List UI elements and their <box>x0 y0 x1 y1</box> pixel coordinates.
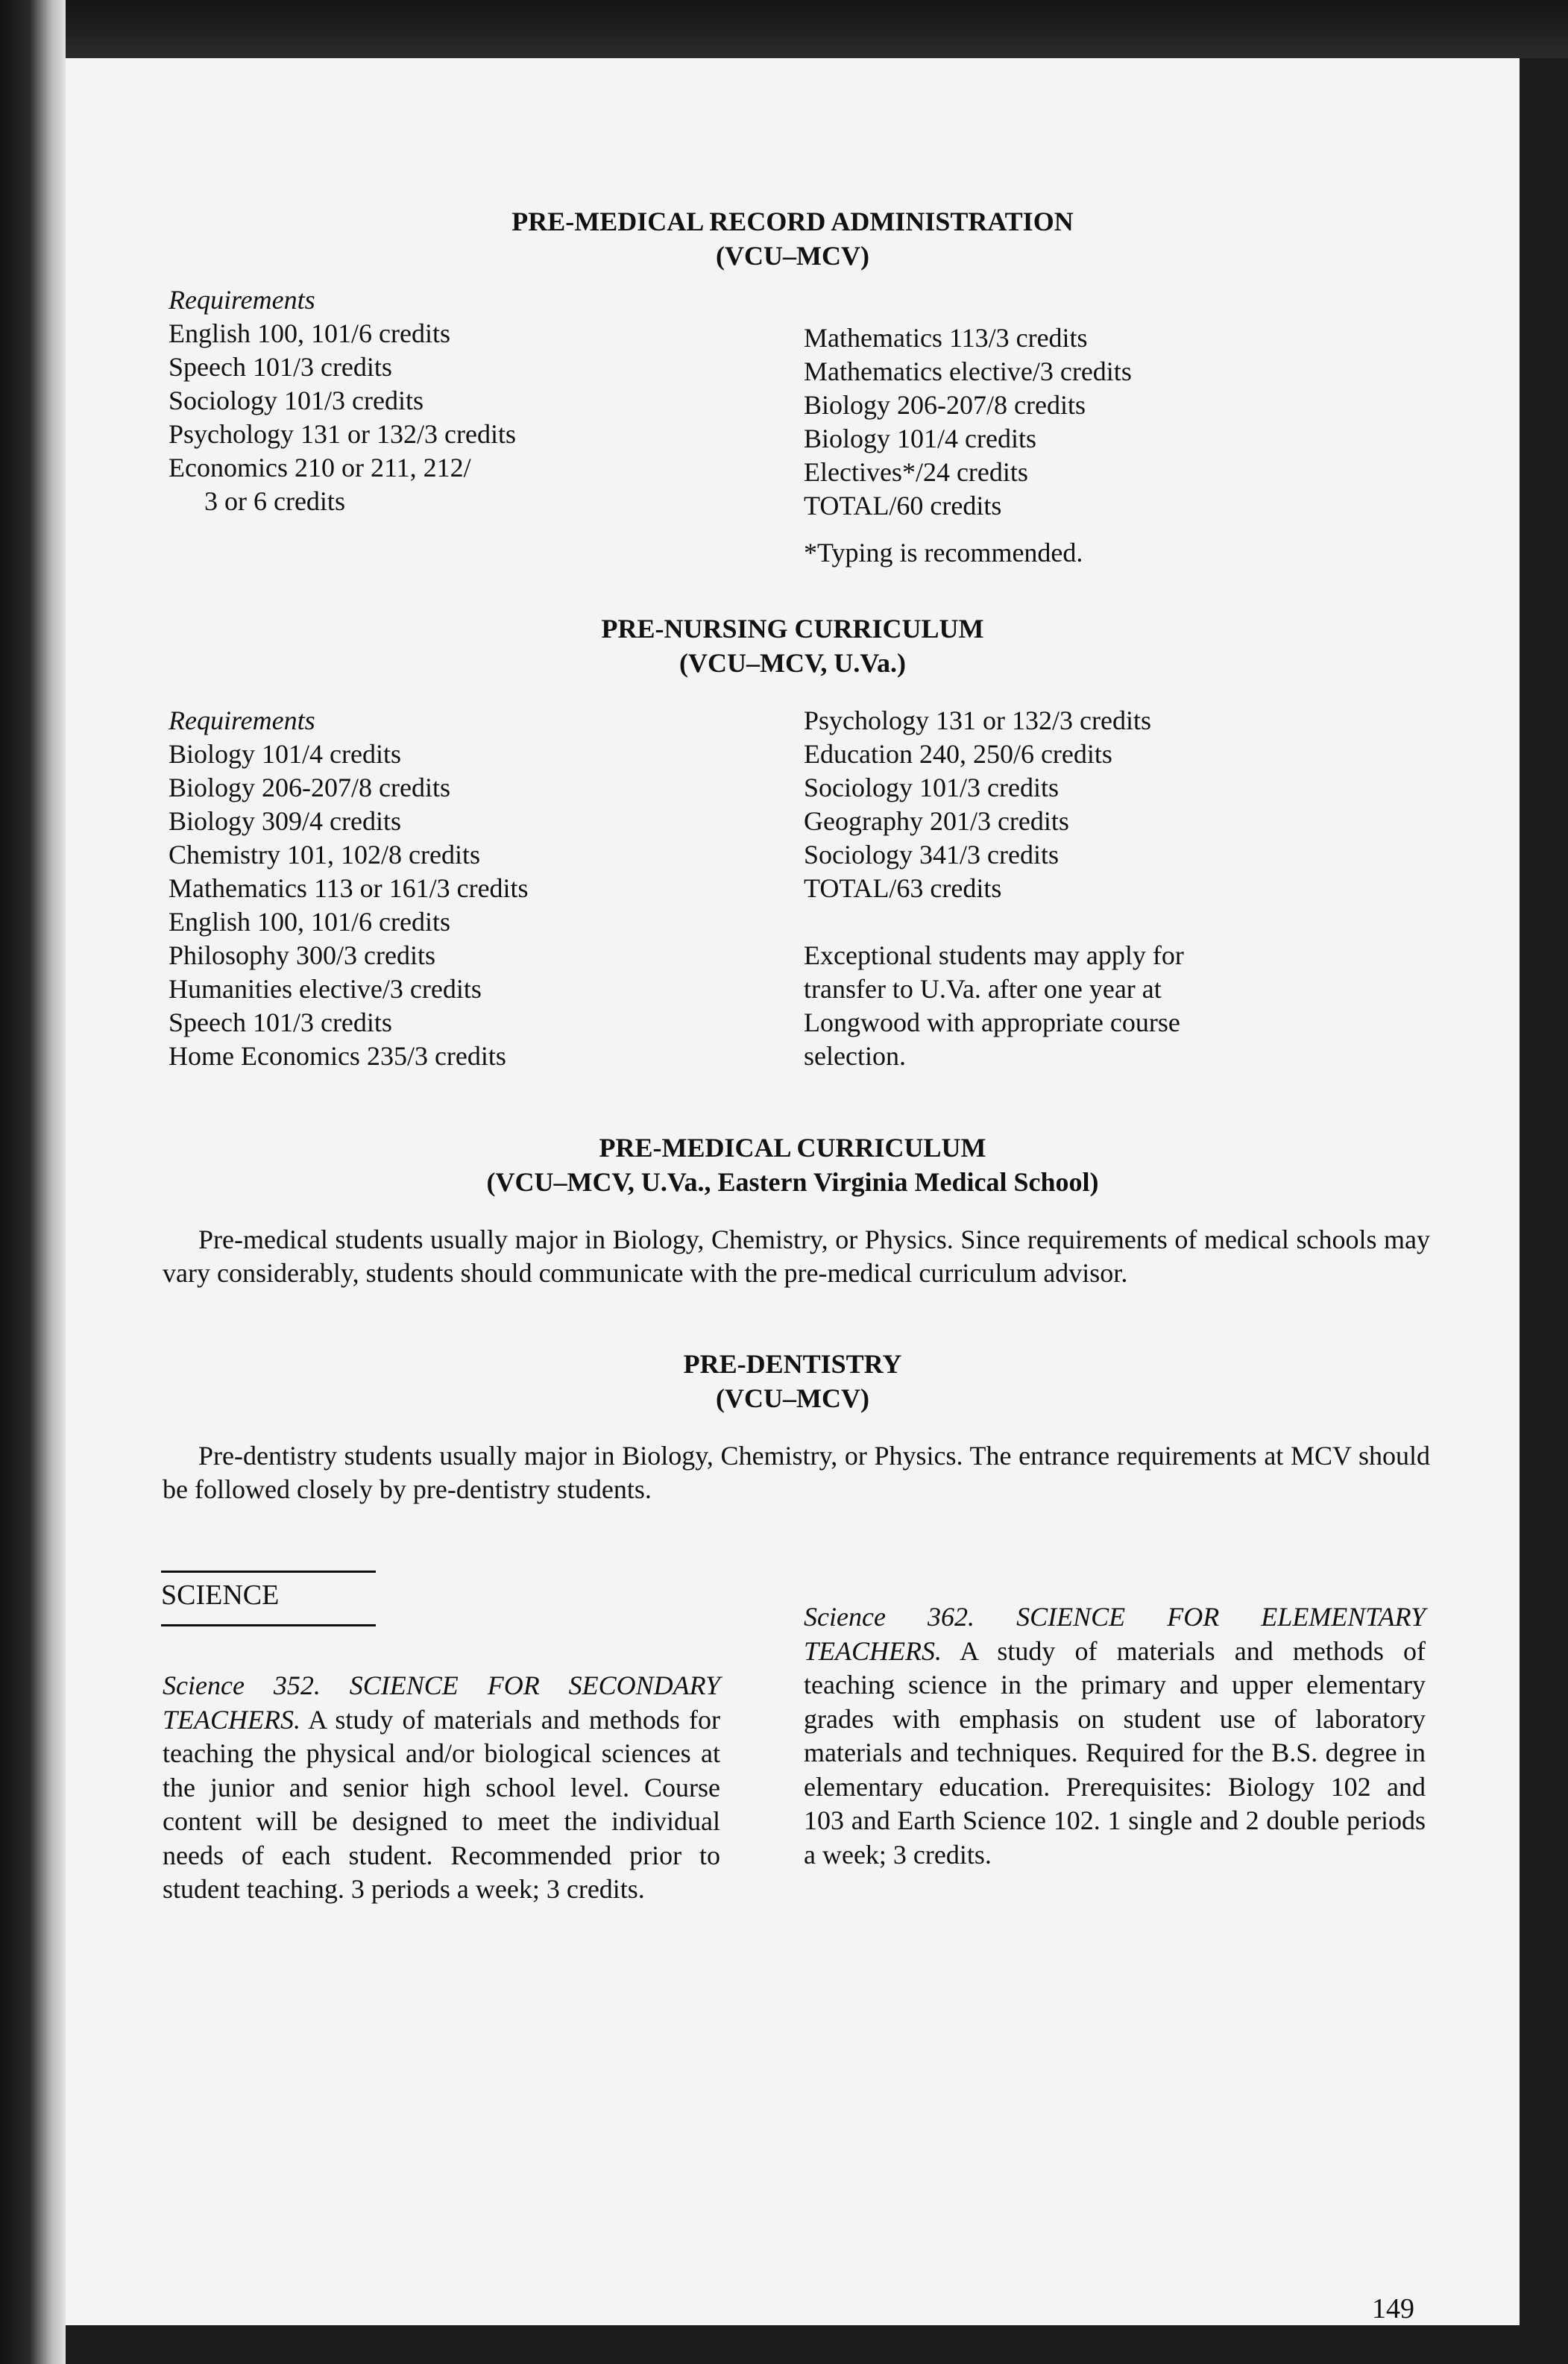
requirement-item: 3 or 6 credits <box>204 486 345 516</box>
premed-curriculum-paragraph <box>163 1223 1430 1290</box>
requirements-label: Requirements <box>169 705 315 735</box>
requirement-item: TOTAL/63 credits <box>804 873 1002 903</box>
requirement-item: Speech 101/3 credits <box>169 352 392 382</box>
course-description: A study of materials and methods of teaching science in the primary and upper elementary grades with emphasis on student use of laboratory materials and techniques. Required for the B.S. degree in elementary education. Prerequisites: Biology 102 and 103 and Earth Science 102. 1 single and 2 double periods a week; 3 credits. <box>804 1635 1426 1870</box>
course-title: Science 362. SCIENCE FOR ELEMENTARY TEACHERS. <box>804 1602 1426 1666</box>
requirement-item: Biology 101/4 credits <box>169 739 401 769</box>
requirement-item: Humanities elective/3 credits <box>169 974 482 1004</box>
premed-curriculum-text: Pre-medical students usually major in Biology, Chemistry, or Physics. Since requirements of medical schools may vary considerably, students should communicate with the pre-medical curriculum advisor. <box>163 1225 1430 1288</box>
page-number: 149 <box>1372 2293 1414 2324</box>
prenursing-subtitle: (VCU–MCV, U.Va.) <box>679 648 906 678</box>
requirement-item: Speech 101/3 credits <box>169 1007 392 1037</box>
premed-record-right-column <box>804 321 1132 570</box>
requirement-item: Economics 210 or 211, 212/ <box>169 453 471 482</box>
requirement-item: English 100, 101/6 credits <box>169 318 450 348</box>
transfer-note-line: transfer to U.Va. after one year at <box>804 974 1162 1004</box>
premed-curriculum-subtitle: (VCU–MCV, U.Va., Eastern Virginia Medical School) <box>486 1167 1099 1197</box>
science-heading: SCIENCE <box>161 1579 280 1611</box>
requirement-item: Geography 201/3 credits <box>804 806 1069 836</box>
requirement-item: Mathematics 113/3 credits <box>804 323 1088 353</box>
requirement-item: Sociology 101/3 credits <box>169 386 424 415</box>
transfer-note-line: selection. <box>804 1041 906 1071</box>
requirement-item: English 100, 101/6 credits <box>169 907 450 937</box>
prenursing-title: PRE-NURSING CURRICULUM <box>601 614 984 644</box>
predentistry-paragraph <box>163 1439 1430 1506</box>
course-science-362 <box>804 1600 1426 1872</box>
requirement-item: Electives*/24 credits <box>804 457 1028 487</box>
premed-record-left-column <box>169 283 516 518</box>
requirement-item: Biology 206-207/8 credits <box>169 773 450 802</box>
requirement-item: TOTAL/60 credits <box>804 491 1002 521</box>
book-spine-shadow <box>0 0 66 2364</box>
requirement-item: Mathematics elective/3 credits <box>804 356 1132 386</box>
prenursing-left-column <box>169 704 529 1073</box>
science-rule-top <box>161 1571 376 1573</box>
requirement-item: Sociology 101/3 credits <box>804 773 1059 802</box>
requirement-item: Psychology 131 or 132/3 credits <box>169 419 516 449</box>
requirement-item: Biology 101/4 credits <box>804 424 1036 453</box>
premed-record-title: PRE-MEDICAL RECORD ADMINISTRATION <box>511 207 1074 236</box>
course-title: Science 352. SCIENCE FOR SECONDARY TEACHERS. <box>163 1670 720 1735</box>
requirement-item: Psychology 131 or 132/3 credits <box>804 705 1151 735</box>
requirement-item: Education 240, 250/6 credits <box>804 739 1112 769</box>
requirement-item: Biology 309/4 credits <box>169 806 401 836</box>
requirement-item: Biology 206-207/8 credits <box>804 390 1086 420</box>
prenursing-right-column <box>804 704 1184 1073</box>
premed-record-subtitle: (VCU–MCV) <box>716 241 869 271</box>
premed-curriculum-title: PRE-MEDICAL CURRICULUM <box>599 1133 986 1163</box>
transfer-note-line: Longwood with appropriate course <box>804 1007 1180 1037</box>
requirements-label: Requirements <box>169 285 315 315</box>
requirement-item: Home Economics 235/3 credits <box>169 1041 506 1071</box>
scan-top-edge <box>66 0 1568 58</box>
requirement-item: Philosophy 300/3 credits <box>169 940 435 970</box>
typing-note: *Typing is recommended. <box>804 538 1083 568</box>
science-rule-bottom <box>161 1624 376 1626</box>
transfer-note-line: Exceptional students may apply for <box>804 940 1184 970</box>
course-science-352 <box>163 1669 720 1907</box>
requirement-item: Sociology 341/3 credits <box>804 840 1059 870</box>
catalog-page <box>66 58 1520 2325</box>
course-description: A study of materials and methods for teaching the physical and/or biological sciences at the junior and senior high school level. Course content will be designed to meet the individual needs of each student. Recommended prior to student teaching. 3 periods a week; 3 credits. <box>163 1704 720 1904</box>
predentistry-subtitle: (VCU–MCV) <box>716 1383 869 1413</box>
predentistry-text: Pre-dentistry students usually major in Biology, Chemistry, or Physics. The entrance requirements at MCV should be followed closely by pre-dentistry students. <box>163 1441 1430 1504</box>
requirement-item: Mathematics 113 or 161/3 credits <box>169 873 529 903</box>
requirement-item: Chemistry 101, 102/8 credits <box>169 840 480 870</box>
predentistry-title: PRE-DENTISTRY <box>683 1349 902 1379</box>
